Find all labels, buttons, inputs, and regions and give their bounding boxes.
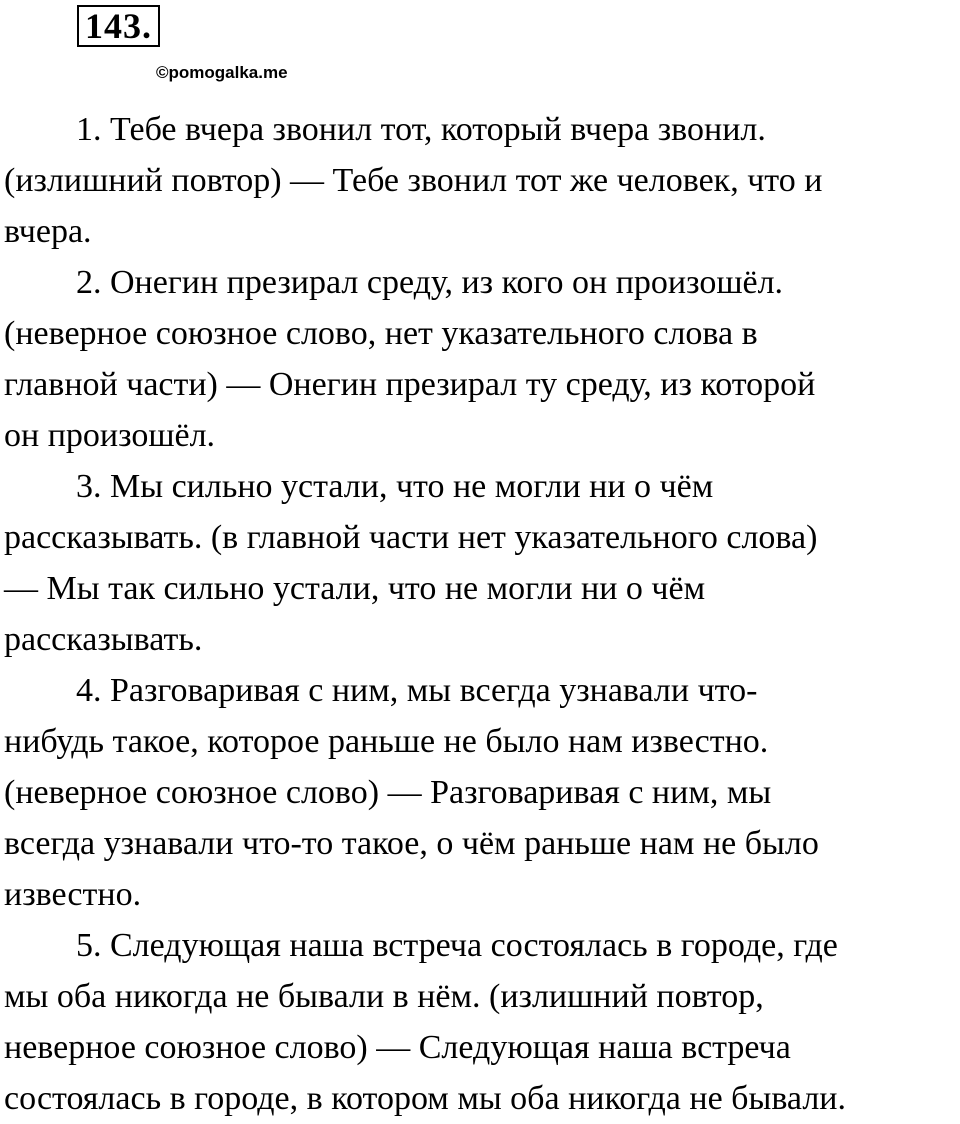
answer-list	[4, 104, 958, 1124]
answer-line: вчера.	[4, 213, 92, 250]
watermark: ©pomogalka.me	[156, 63, 288, 82]
answer-line: известно.	[4, 876, 142, 913]
answer-line: 4. Разговаривая с ним, мы всегда узнавали что-	[76, 672, 758, 709]
answer-line: (излишний повтор) — Тебе звонил тот же человек, что и	[4, 162, 823, 199]
answer-line: мы оба никогда не бывали в нём. (излишний повтор,	[4, 978, 764, 1015]
answer-line: рассказывать.	[4, 621, 203, 658]
answer-line: рассказывать. (в главной части нет указательного слова)	[4, 519, 818, 556]
answer-item-3	[4, 461, 958, 665]
answer-line: (неверное союзное слово, нет указательного слова в	[4, 315, 758, 352]
answer-line: (неверное союзное слово) — Разговаривая с ним, мы	[4, 774, 772, 811]
answer-line: 5. Следующая наша встреча состоялась в городе, где	[76, 927, 838, 964]
answer-item-5	[4, 920, 958, 1124]
answer-line: всегда узнавали что-то такое, о чём раньше нам не было	[4, 825, 819, 862]
task-number: 143.	[77, 5, 160, 47]
answer-line: 2. Онегин презирал среду, из кого он произошёл.	[76, 264, 784, 301]
answer-item-2	[4, 257, 958, 461]
answer-line: нибудь такое, которое раньше не было нам известно.	[4, 723, 769, 760]
answer-line: 3. Мы сильно устали, что не могли ни о чём	[76, 468, 714, 505]
answer-line: 1. Тебе вчера звонил тот, который вчера звонил.	[76, 111, 766, 148]
answer-line: он произошёл.	[4, 417, 216, 454]
answer-line: состоялась в городе, в котором мы оба никогда не бывали.	[4, 1080, 846, 1117]
answer-line: неверное союзное слово) — Следующая наша встреча	[4, 1029, 791, 1066]
answer-item-4	[4, 665, 958, 920]
answer-item-1	[4, 104, 958, 257]
answer-line: главной части) — Онегин презирал ту среду, из которой	[4, 366, 816, 403]
answer-line: — Мы так сильно устали, что не могли ни о чём	[4, 570, 706, 607]
